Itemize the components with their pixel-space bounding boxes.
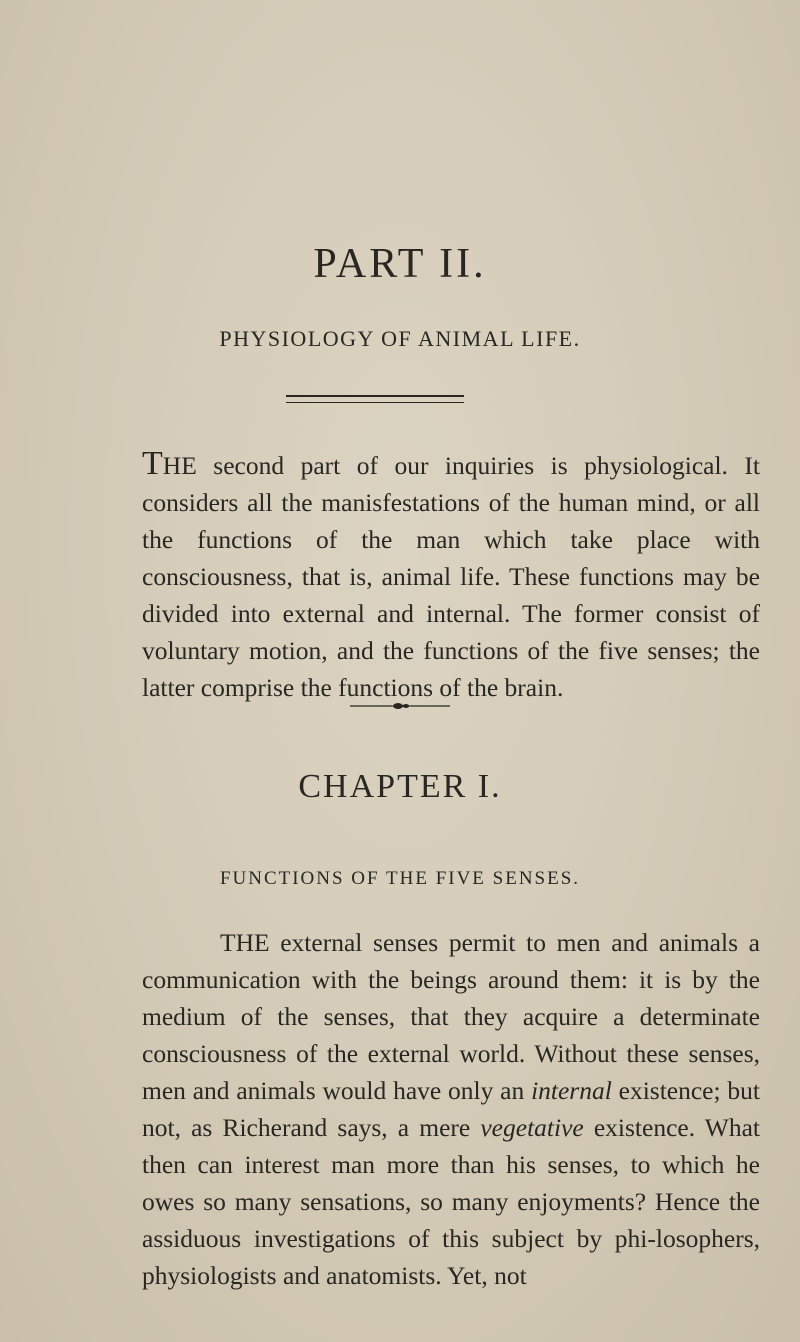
- part-title: PART II.: [313, 241, 487, 287]
- double-rule-divider: [286, 395, 464, 403]
- body-text-2: existence; but not, as Richerand says, a mere: [142, 1076, 760, 1142]
- body-paragraph: [142, 924, 760, 1294]
- ornament-divider-icon: [348, 700, 452, 712]
- drop-cap: T: [142, 445, 163, 482]
- chapter-title: CHAPTER I.: [298, 768, 502, 805]
- part-subtitle: PHYSIOLOGY OF ANIMAL LIFE.: [219, 326, 581, 351]
- body-text-1: THE external senses permit to men and animals a communication with the beings around them: it is by the medium of the senses, that they acquire a determinate consciousness of the external world. Without these senses, men and animals would have only an: [142, 928, 760, 1105]
- body-italic-vegetative: vegetative: [480, 1113, 584, 1142]
- intro-text: HE second part of our inquiries is physiological. It considers all the manisfestations of the human mind, or all the functions of the man which take place with consciousness, that is, animal life. These functions may be divided into external and internal. The former consist of voluntary motion, and the functions of the five senses; the latter comprise the functions of the brain.: [142, 451, 760, 702]
- body-italic-internal: internal: [531, 1076, 612, 1105]
- body-text-3: existence. What then can interest man more than his senses, to which he owes so many sensations, so many enjoyments? Hence the assiduous investigations of this subject by phi-losophers, physiologists and anatomists. Yet, not: [142, 1113, 760, 1290]
- intro-paragraph: [142, 445, 760, 706]
- chapter-subtitle: FUNCTIONS OF THE FIVE SENSES.: [219, 868, 581, 889]
